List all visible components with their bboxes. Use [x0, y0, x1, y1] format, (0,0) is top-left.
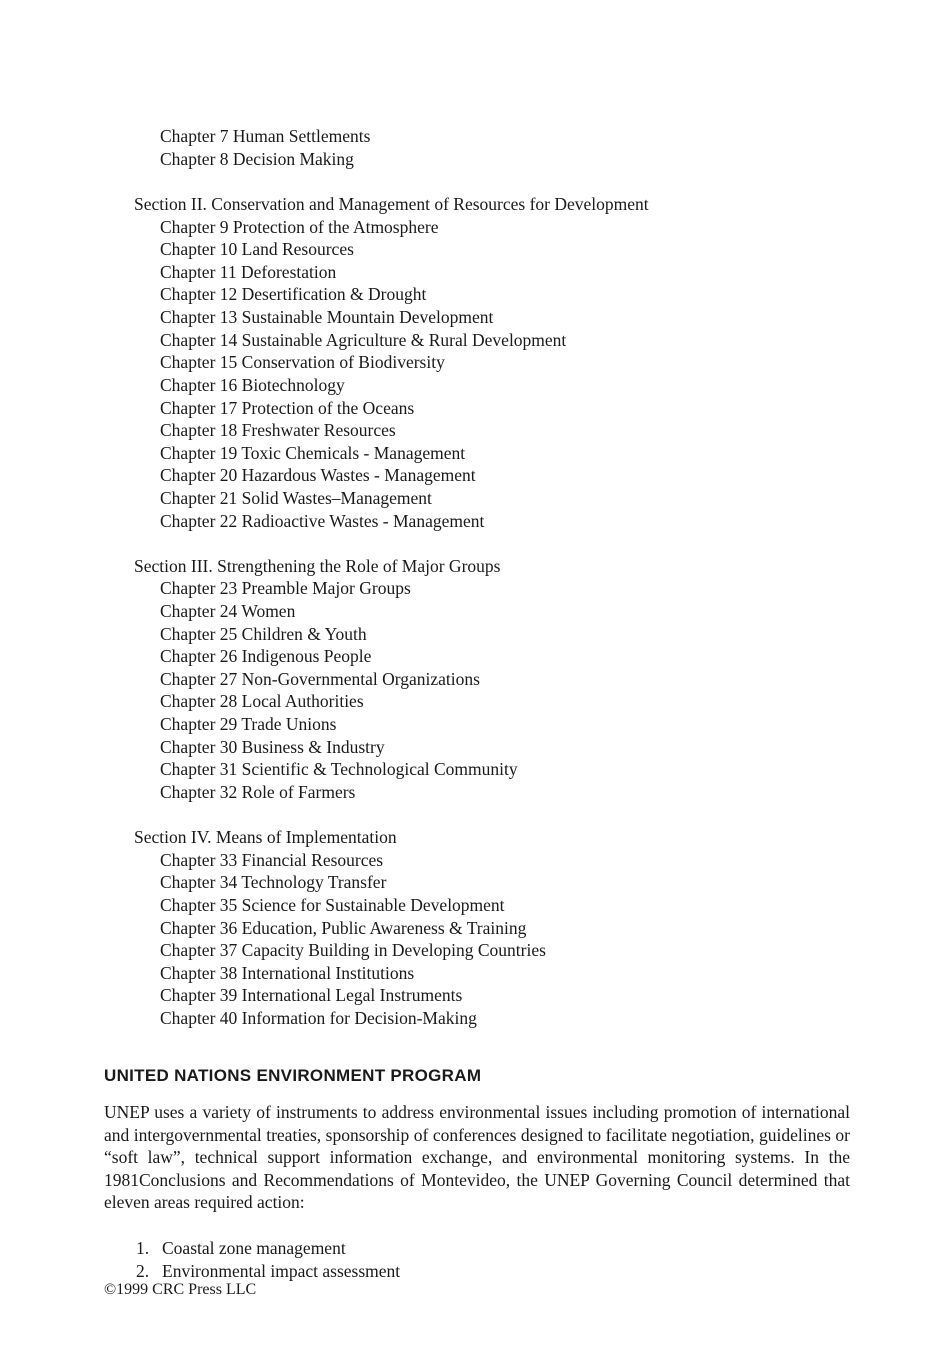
copyright-footer: ©1999 CRC Press LLC — [104, 1281, 257, 1298]
body-paragraph: UNEP uses a variety of instruments to address environmental issues including promotion of international and intergovernmental treaties, sponsorship of conferences designed to facilitate negotiation, guidelines or “soft law”, technical support information exchange, and environmental monitoring systems. In the 1981Conclusions and Recommendations of Montevideo, the UNEP Governing Council determined that eleven areas required action: — [104, 1102, 850, 1213]
toc-chapter: Chapter 33 Financial Resources — [160, 850, 384, 870]
toc-chapter: Chapter 38 International Institutions — [160, 963, 415, 983]
toc-chapter: Chapter 26 Indigenous People — [160, 646, 372, 666]
section-heading: UNITED NATIONS ENVIRONMENT PROGRAM — [104, 1066, 482, 1085]
list-item-number: 1. — [136, 1238, 150, 1258]
toc-chapter: Chapter 23 Preamble Major Groups — [160, 578, 411, 598]
toc-chapter: Chapter 24 Women — [160, 601, 296, 621]
toc-chapter: Chapter 14 Sustainable Agriculture & Rural Development — [160, 330, 567, 350]
toc-chapter: Chapter 30 Business & Industry — [160, 737, 385, 757]
toc-chapter: Chapter 19 Toxic Chemicals - Management — [160, 443, 466, 463]
toc-chapter: Chapter 34 Technology Transfer — [160, 872, 387, 892]
toc-chapter: Chapter 32 Role of Farmers — [160, 782, 356, 802]
toc-chapter: Chapter 29 Trade Unions — [160, 714, 337, 734]
toc-chapter: Chapter 12 Desertification & Drought — [160, 284, 427, 304]
toc-chapter: Chapter 21 Solid Wastes–Management — [160, 488, 432, 508]
toc-chapter: Chapter 35 Science for Sustainable Development — [160, 895, 505, 915]
toc-chapter: Chapter 25 Children & Youth — [160, 624, 367, 644]
toc-chapter: Chapter 40 Information for Decision-Making — [160, 1008, 477, 1028]
toc-section-title: Section II. Conservation and Management of Resources for Development — [134, 194, 649, 214]
toc-chapter: Chapter 18 Freshwater Resources — [160, 420, 396, 440]
toc-chapter: Chapter 36 Education, Public Awareness & Training — [160, 918, 527, 938]
toc-chapter: Chapter 31 Scientific & Technological Community — [160, 759, 518, 779]
toc-section-title: Section III. Strengthening the Role of Major Groups — [134, 556, 501, 576]
list-item: Environmental impact assessment — [162, 1261, 401, 1281]
list-item-number: 2. — [136, 1261, 150, 1281]
list-item: Coastal zone management — [162, 1238, 346, 1258]
toc-chapter: Chapter 13 Sustainable Mountain Development — [160, 307, 494, 327]
toc-chapter: Chapter 27 Non-Governmental Organizations — [160, 669, 480, 689]
toc-section-title: Section IV. Means of Implementation — [134, 827, 397, 847]
toc-chapter: Chapter 22 Radioactive Wastes - Management — [160, 511, 485, 531]
toc-chapter: Chapter 28 Local Authorities — [160, 691, 364, 711]
toc-chapter: Chapter 10 Land Resources — [160, 239, 354, 259]
toc-chapter: Chapter 15 Conservation of Biodiversity — [160, 352, 445, 372]
toc-chapter: Chapter 9 Protection of the Atmosphere — [160, 217, 439, 237]
toc-chapter: Chapter 16 Biotechnology — [160, 375, 345, 395]
toc-chapter: Chapter 7 Human Settlements — [160, 126, 371, 146]
toc-chapter: Chapter 11 Deforestation — [160, 262, 337, 282]
toc-chapter: Chapter 20 Hazardous Wastes - Management — [160, 465, 476, 485]
toc-chapter: Chapter 39 International Legal Instruments — [160, 985, 463, 1005]
toc-chapter: Chapter 8 Decision Making — [160, 149, 354, 169]
toc-chapter: Chapter 17 Protection of the Oceans — [160, 398, 415, 418]
toc-chapter: Chapter 37 Capacity Building in Developing Countries — [160, 940, 546, 960]
